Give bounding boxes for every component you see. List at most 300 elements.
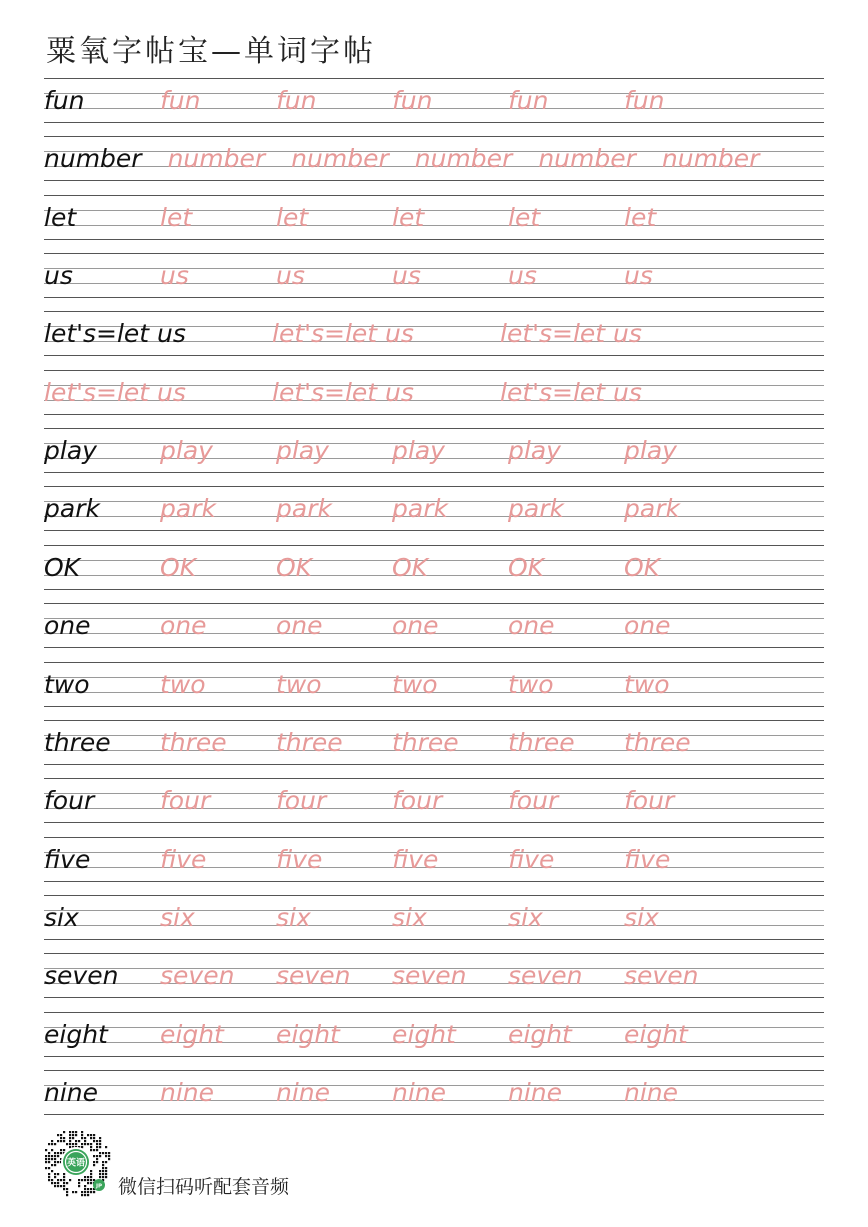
qr-module bbox=[99, 1137, 101, 1139]
qr-module bbox=[96, 1146, 98, 1148]
practice-row bbox=[44, 720, 824, 765]
trace-word: eight bbox=[392, 1019, 456, 1049]
ruled-line bbox=[44, 78, 824, 79]
qr-module bbox=[69, 1131, 71, 1133]
qr-module bbox=[60, 1134, 62, 1136]
qr-module bbox=[69, 1137, 71, 1139]
trace-word: six bbox=[392, 902, 427, 932]
trace-word: park bbox=[392, 494, 448, 524]
qr-module bbox=[66, 1182, 68, 1184]
trace-word: number bbox=[414, 144, 513, 174]
qr-module bbox=[48, 1155, 50, 1157]
ruled-line bbox=[44, 647, 824, 648]
practice-row bbox=[44, 136, 824, 181]
practice-row bbox=[44, 78, 824, 123]
trace-word: six bbox=[508, 902, 543, 932]
qr-module bbox=[84, 1143, 86, 1145]
trace-word: four bbox=[508, 786, 559, 816]
footer-caption: 微信扫码听配套音频 bbox=[118, 1176, 290, 1198]
qr-module bbox=[90, 1143, 92, 1145]
model-word: play bbox=[44, 436, 97, 466]
qr-module bbox=[54, 1164, 56, 1166]
qr-module bbox=[63, 1185, 65, 1187]
trace-word: six bbox=[160, 902, 195, 932]
qr-corner-label: JP bbox=[95, 1183, 103, 1190]
ruled-line bbox=[44, 603, 824, 604]
trace-word: number bbox=[291, 144, 389, 174]
qr-module bbox=[63, 1137, 65, 1139]
qr-module bbox=[51, 1140, 53, 1142]
trace-word: park bbox=[160, 494, 216, 524]
trace-word: fun bbox=[624, 86, 665, 115]
model-word: nine bbox=[44, 1077, 99, 1107]
qr-module bbox=[87, 1182, 89, 1184]
qr-module bbox=[90, 1179, 92, 1181]
trace-word: five bbox=[392, 844, 439, 874]
qr-module bbox=[75, 1191, 77, 1193]
ruled-line bbox=[44, 428, 824, 429]
ruled-line bbox=[44, 720, 824, 721]
qr-module bbox=[60, 1140, 62, 1142]
practice-row bbox=[44, 545, 824, 590]
model-word: OK bbox=[44, 552, 81, 582]
qr-module bbox=[99, 1170, 101, 1172]
trace-word: three bbox=[276, 727, 343, 757]
ruled-line bbox=[44, 662, 824, 663]
trace-word: one bbox=[276, 611, 323, 641]
qr-module bbox=[90, 1176, 92, 1178]
qr-module bbox=[63, 1188, 65, 1190]
trace-word: eight bbox=[624, 1019, 688, 1049]
qr-module bbox=[48, 1152, 50, 1154]
qr-module bbox=[54, 1152, 56, 1154]
practice-row bbox=[44, 195, 824, 240]
ruled-line bbox=[44, 589, 824, 590]
qr-module bbox=[84, 1140, 86, 1142]
trace-word: five bbox=[624, 844, 671, 874]
qr-module bbox=[99, 1152, 101, 1154]
qr-module bbox=[87, 1134, 89, 1136]
qr-module bbox=[63, 1149, 65, 1151]
trace-word: let bbox=[392, 202, 425, 232]
practice-row bbox=[44, 778, 824, 823]
qr-module bbox=[63, 1140, 65, 1142]
trace-word: one bbox=[508, 611, 555, 641]
qr-module bbox=[75, 1143, 77, 1145]
qr-module bbox=[48, 1158, 50, 1160]
qr-module bbox=[93, 1161, 95, 1163]
qr-module bbox=[48, 1161, 50, 1163]
qr-module bbox=[60, 1152, 62, 1154]
qr-module bbox=[90, 1188, 92, 1190]
ruled-line bbox=[44, 1012, 824, 1013]
trace-word: seven bbox=[624, 961, 699, 991]
qr-module bbox=[75, 1131, 77, 1133]
model-word: eight bbox=[44, 1019, 108, 1049]
qr-module bbox=[90, 1182, 92, 1184]
qr-module bbox=[102, 1167, 104, 1169]
qr-module bbox=[45, 1155, 47, 1157]
qr-module bbox=[57, 1173, 59, 1175]
qr-module bbox=[51, 1149, 53, 1151]
qr-module bbox=[72, 1137, 74, 1139]
trace-word: three bbox=[392, 727, 459, 757]
qr-module bbox=[87, 1188, 89, 1190]
trace-word: seven bbox=[276, 961, 351, 991]
trace-word: let's=let us bbox=[272, 377, 414, 407]
trace-word: six bbox=[276, 902, 311, 932]
qr-module bbox=[105, 1176, 107, 1178]
trace-word: fun bbox=[276, 86, 317, 115]
qr-module bbox=[87, 1176, 89, 1178]
ruled-line bbox=[44, 939, 824, 940]
ruled-line bbox=[44, 822, 824, 823]
qr-module bbox=[93, 1155, 95, 1157]
trace-word: fun bbox=[508, 86, 549, 115]
qr-code-icon[interactable] bbox=[40, 1126, 112, 1198]
ruled-line bbox=[44, 486, 824, 487]
qr-module bbox=[81, 1134, 83, 1136]
qr-module bbox=[102, 1161, 104, 1163]
qr-module bbox=[48, 1176, 50, 1178]
qr-module bbox=[45, 1149, 47, 1151]
qr-module bbox=[60, 1149, 62, 1151]
qr-module bbox=[102, 1152, 104, 1154]
qr-module bbox=[90, 1149, 92, 1151]
trace-word: seven bbox=[508, 961, 583, 991]
trace-word: three bbox=[508, 727, 575, 757]
qr-module bbox=[90, 1173, 92, 1175]
trace-word: OK bbox=[508, 552, 545, 582]
practice-row bbox=[44, 953, 824, 998]
trace-word: seven bbox=[392, 961, 467, 991]
qr-module bbox=[69, 1143, 71, 1145]
trace-word: let bbox=[624, 202, 657, 232]
trace-word: let's=let us bbox=[500, 377, 642, 407]
trace-word: let bbox=[508, 202, 541, 232]
qr-module bbox=[63, 1179, 65, 1181]
qr-module bbox=[57, 1155, 59, 1157]
qr-module bbox=[102, 1176, 104, 1178]
qr-module bbox=[54, 1158, 56, 1160]
trace-word: seven bbox=[160, 961, 235, 991]
qr-module bbox=[51, 1155, 53, 1157]
trace-word: let's=let us bbox=[500, 319, 642, 349]
qr-module bbox=[84, 1179, 86, 1181]
qr-module bbox=[108, 1158, 110, 1160]
qr-module bbox=[87, 1143, 89, 1145]
trace-word: eight bbox=[508, 1019, 572, 1049]
qr-module bbox=[87, 1194, 89, 1196]
trace-word: nine bbox=[160, 1077, 215, 1107]
qr-module bbox=[57, 1140, 59, 1142]
qr-module bbox=[72, 1191, 74, 1193]
qr-module bbox=[69, 1146, 71, 1148]
model-word: three bbox=[44, 727, 111, 757]
qr-module bbox=[72, 1131, 74, 1133]
model-word: five bbox=[44, 844, 91, 874]
trace-word: fun bbox=[160, 86, 201, 115]
trace-word: let's=let us bbox=[272, 319, 414, 349]
qr-module bbox=[78, 1185, 80, 1187]
page-title: 粟氧字帖宝—单词字帖 bbox=[46, 34, 376, 69]
trace-word: one bbox=[624, 611, 671, 641]
qr-module bbox=[54, 1161, 56, 1163]
qr-module bbox=[63, 1173, 65, 1175]
ruled-line bbox=[44, 297, 824, 298]
qr-module bbox=[99, 1143, 101, 1145]
trace-word: let bbox=[276, 202, 309, 232]
trace-word: two bbox=[508, 669, 554, 699]
qr-module bbox=[96, 1161, 98, 1163]
practice-row bbox=[44, 428, 824, 473]
trace-word: play bbox=[276, 436, 329, 466]
trace-word: play bbox=[508, 436, 561, 466]
qr-module bbox=[90, 1170, 92, 1172]
trace-word: OK bbox=[160, 552, 197, 582]
trace-word: five bbox=[508, 844, 555, 874]
ruled-line bbox=[44, 764, 824, 765]
trace-word: us bbox=[508, 261, 537, 291]
qr-module bbox=[54, 1185, 56, 1187]
qr-module bbox=[93, 1149, 95, 1151]
qr-module bbox=[81, 1146, 83, 1148]
qr-module bbox=[57, 1152, 59, 1154]
model-word: park bbox=[44, 494, 100, 524]
qr-module bbox=[93, 1137, 95, 1139]
qr-module bbox=[84, 1194, 86, 1196]
qr-module bbox=[99, 1155, 101, 1157]
qr-module bbox=[93, 1134, 95, 1136]
trace-word: nine bbox=[392, 1077, 447, 1107]
trace-word: us bbox=[624, 261, 653, 291]
qr-module bbox=[108, 1155, 110, 1157]
qr-module bbox=[99, 1173, 101, 1175]
ruled-line bbox=[44, 953, 824, 954]
practice-row bbox=[44, 311, 824, 356]
qr-module bbox=[60, 1185, 62, 1187]
qr-module bbox=[81, 1131, 83, 1133]
qr-module bbox=[99, 1146, 101, 1148]
trace-word: four bbox=[624, 786, 675, 816]
model-word: four bbox=[44, 786, 95, 816]
qr-module bbox=[48, 1167, 50, 1169]
qr-module bbox=[78, 1179, 80, 1181]
qr-module bbox=[48, 1173, 50, 1175]
trace-word: us bbox=[160, 261, 189, 291]
practice-row bbox=[44, 370, 824, 415]
trace-word: three bbox=[624, 727, 691, 757]
model-word: six bbox=[44, 902, 79, 932]
qr-module bbox=[57, 1185, 59, 1187]
ruled-line bbox=[44, 239, 824, 240]
model-word: us bbox=[44, 261, 73, 291]
qr-module bbox=[57, 1182, 59, 1184]
trace-word: us bbox=[276, 261, 305, 291]
ruled-line bbox=[44, 122, 824, 123]
model-word: fun bbox=[44, 86, 85, 115]
ruled-line bbox=[44, 895, 824, 896]
trace-word: two bbox=[276, 669, 322, 699]
qr-module bbox=[51, 1158, 53, 1160]
qr-module bbox=[81, 1194, 83, 1196]
practice-row bbox=[44, 253, 824, 298]
qr-module bbox=[96, 1149, 98, 1151]
qr-badge-label: 英语 bbox=[66, 1158, 86, 1169]
trace-word: four bbox=[276, 786, 327, 816]
model-word: let's=let us bbox=[44, 319, 186, 349]
qr-module bbox=[90, 1134, 92, 1136]
practice-row bbox=[44, 837, 824, 882]
qr-module bbox=[105, 1146, 107, 1148]
qr-module bbox=[57, 1179, 59, 1181]
qr-module bbox=[96, 1143, 98, 1145]
ruled-line bbox=[44, 253, 824, 254]
qr-module bbox=[105, 1161, 107, 1163]
ruled-line bbox=[44, 881, 824, 882]
qr-module bbox=[66, 1143, 68, 1145]
trace-word: OK bbox=[276, 552, 313, 582]
qr-module bbox=[96, 1140, 98, 1142]
practice-row bbox=[44, 486, 824, 531]
qr-module bbox=[105, 1170, 107, 1172]
qr-module bbox=[84, 1191, 86, 1193]
trace-word: two bbox=[160, 669, 206, 699]
trace-word: five bbox=[276, 844, 323, 874]
qr-module bbox=[54, 1155, 56, 1157]
ruled-line bbox=[44, 1056, 824, 1057]
ruled-line bbox=[44, 355, 824, 356]
ruled-line bbox=[44, 545, 824, 546]
ruled-line bbox=[44, 837, 824, 838]
trace-word: eight bbox=[276, 1019, 340, 1049]
qr-module bbox=[75, 1134, 77, 1136]
qr-module bbox=[66, 1194, 68, 1196]
trace-word: park bbox=[508, 494, 564, 524]
qr-module bbox=[87, 1191, 89, 1193]
qr-module bbox=[84, 1188, 86, 1190]
qr-module bbox=[108, 1152, 110, 1154]
qr-module bbox=[54, 1143, 56, 1145]
qr-module bbox=[63, 1131, 65, 1133]
qr-module bbox=[81, 1191, 83, 1193]
qr-module bbox=[102, 1164, 104, 1166]
trace-word: two bbox=[392, 669, 438, 699]
qr-module bbox=[105, 1167, 107, 1169]
footer bbox=[40, 1126, 440, 1198]
qr-module bbox=[51, 1182, 53, 1184]
qr-module bbox=[81, 1137, 83, 1139]
trace-word: park bbox=[624, 494, 680, 524]
qr-module bbox=[69, 1140, 71, 1142]
qr-module bbox=[54, 1176, 56, 1178]
qr-module bbox=[51, 1179, 53, 1181]
trace-word: two bbox=[624, 669, 670, 699]
trace-word: one bbox=[160, 611, 207, 641]
practice-row bbox=[44, 603, 824, 648]
qr-module bbox=[102, 1173, 104, 1175]
ruled-line bbox=[44, 414, 824, 415]
trace-word: nine bbox=[624, 1077, 679, 1107]
ruled-line bbox=[44, 1070, 824, 1071]
qr-module bbox=[81, 1179, 83, 1181]
qr-module bbox=[84, 1176, 86, 1178]
qr-module bbox=[69, 1179, 71, 1181]
practice-row bbox=[44, 662, 824, 707]
model-word: seven bbox=[44, 961, 119, 991]
qr-module bbox=[105, 1173, 107, 1175]
qr-module bbox=[63, 1182, 65, 1184]
trace-word: play bbox=[624, 436, 677, 466]
model-word: one bbox=[44, 611, 91, 641]
trace-word: OK bbox=[624, 552, 661, 582]
model-word: number bbox=[44, 144, 142, 174]
trace-word: four bbox=[392, 786, 443, 816]
qr-module bbox=[54, 1173, 56, 1175]
ruled-line bbox=[44, 706, 824, 707]
qr-module bbox=[99, 1176, 101, 1178]
model-word: two bbox=[44, 669, 90, 699]
ruled-line bbox=[44, 311, 824, 312]
qr-module bbox=[93, 1191, 95, 1193]
qr-module bbox=[45, 1158, 47, 1160]
trace-word: play bbox=[392, 436, 445, 466]
qr-module bbox=[90, 1137, 92, 1139]
qr-module bbox=[63, 1176, 65, 1178]
qr-module bbox=[66, 1188, 68, 1190]
qr-module bbox=[66, 1191, 68, 1193]
qr-module bbox=[45, 1167, 47, 1169]
qr-module bbox=[78, 1140, 80, 1142]
trace-word: play bbox=[160, 436, 213, 466]
qr-module bbox=[51, 1143, 53, 1145]
trace-word: one bbox=[392, 611, 439, 641]
ruled-line bbox=[44, 180, 824, 181]
qr-module bbox=[57, 1161, 59, 1163]
trace-word: number bbox=[538, 144, 636, 174]
qr-module bbox=[48, 1179, 50, 1181]
qr-module bbox=[45, 1161, 47, 1163]
trace-word: number bbox=[661, 144, 760, 174]
ruled-line bbox=[44, 778, 824, 779]
qr-module bbox=[96, 1158, 98, 1160]
qr-module bbox=[72, 1143, 74, 1145]
trace-word: six bbox=[624, 902, 659, 932]
qr-module bbox=[81, 1143, 83, 1145]
trace-word: eight bbox=[160, 1019, 224, 1049]
practice-row bbox=[44, 1070, 824, 1115]
qr-module bbox=[93, 1140, 95, 1142]
trace-word: four bbox=[160, 786, 211, 816]
qr-module bbox=[96, 1155, 98, 1157]
trace-word: fun bbox=[392, 86, 433, 115]
trace-word: let's=let us bbox=[44, 377, 186, 407]
qr-module bbox=[48, 1143, 50, 1145]
trace-word: number bbox=[167, 144, 266, 174]
trace-word: five bbox=[160, 844, 207, 874]
qr-module bbox=[84, 1185, 86, 1187]
qr-module bbox=[87, 1179, 89, 1181]
qr-module bbox=[51, 1164, 53, 1166]
practice-row bbox=[44, 895, 824, 940]
qr-module bbox=[105, 1155, 107, 1157]
qr-module bbox=[75, 1140, 77, 1142]
qr-module bbox=[105, 1152, 107, 1154]
qr-module bbox=[84, 1137, 86, 1139]
qr-module bbox=[57, 1134, 59, 1136]
qr-module bbox=[60, 1137, 62, 1139]
trace-word: nine bbox=[508, 1077, 563, 1107]
